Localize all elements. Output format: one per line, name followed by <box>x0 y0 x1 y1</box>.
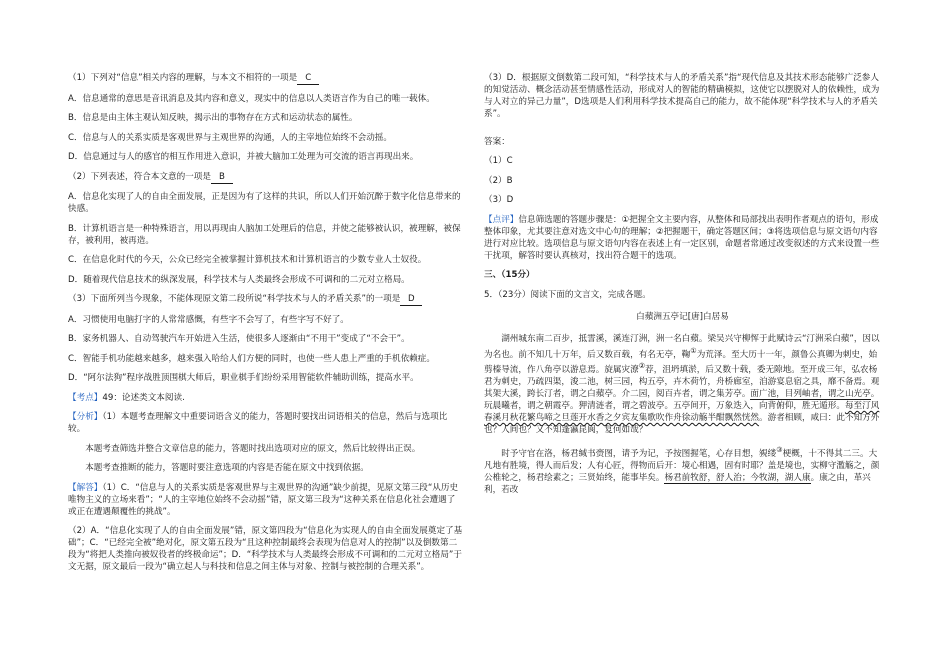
wavy-underlined-passage: 每至汀风春溪月秋花繁鸟啼之旦莲开水香之夕宾友集歌吹作舟徐动觞半酣飘然恍然 <box>484 401 880 424</box>
option-a: A．信息化实现了人的自由全面发展，正是因为有了这样的共识，所以人们开始沉醉于数字化信息带来的快感。 <box>68 192 461 214</box>
jieda-3: （3）D．根据原文倒数第二段可知，“科学技术与人的矛盾关系”指“现代信息及其技术形态能够广泛参人的知觉活动、概念活动甚至情感性活动，形成对人的智能的精确模拟，这使它以摆脱对人的依赖性，成为与人对立的异己力量”，D选项是人们利用科学技术提高自己的能力，故不能体现“科学技术与人的矛盾关系”。 <box>484 73 880 119</box>
jieda-2: （2）A．“信息化实现了人的自由全面发展”错，原文第四段为“信息化为实现人的自由全面发展奠定了基础”；C．“已经完全被”绝对化，原文第五段为“且这种控制最终会表现为信息对人的控制”以及倒数第二段为“将把人类推向被奴役者的终极命运”；D．“科学技术与人类最终会形成不可调和的二元对立格局”于文无据，原文最后一段为“确立起人与科技和信息之间主体与对象、控制与被控制的合理关系”。 <box>68 526 463 572</box>
option-a: A．习惯使用电脑打字的人常常感慨，有些字不会写了，有些字写不好了。 <box>68 314 349 325</box>
option-d: D．随着现代信息技术的纵深发展，科学技术与人类最终会形成不可调和的二元对立格局。 <box>68 274 410 285</box>
jieda-label: 【解答】 <box>68 482 103 493</box>
essay-paragraph-1: 湖州城东南二百步，抵霅溪，溪连汀洲，洲一名白蘋。梁吴兴守柳恽于此赋诗云“汀洲采白蘋”，因以为名也。前不知几十万年，后又数百载，有名无亭，鞠①为荒泽。至大历十一年，颜鲁公真卿为刺史，始剪榛导流，作八角亭以游息焉。旋属灾潦②荐，沮坍填淤，后又数十载，委无隙地。至开成三年，弘农杨君为刺史，乃疏四渠，浚二池，树三园，构五亭，卉木荷竹，舟桥廊室，洎游宴息宿之具，靡不备焉。观其架大溪，跨长汀者，谓之白蘋亭。介二园，阅百卉者，谓之集芳亭。面广池，目列岫者，谓之山光亭。玩晨曦者，谓之朝霞亭。狎清涟者，谓之碧波亭。五亭间开，万象迭入，向背俯仰，胜无遁形。每至汀风春溪月秋花繁鸟啼之旦莲开水香之夕宾友集歌吹作舟徐动觞半酣飘然恍然。游者相顾，咸曰：此不知方外也？人间也？又不知蓬瀛昆阆，复何如哉？ <box>484 333 880 436</box>
option-d: D．信息通过与人的感官的相互作用进入意识，并被大脑加工处理为可交流的语言再现出来。 <box>68 152 419 162</box>
underlined-phrase: 杨君前牧舒，舒人治；今牧湖，湖人康 <box>664 472 811 483</box>
section-heading: 三、（15分） <box>484 270 535 280</box>
dianping: 【点评】信息筛选题的答题步骤是：①把握全文主要内容，从整体和局部找出表明作者观点的语句，形成整体印象，尤其要注意对选文中心句的理解；②把握题干，确定答题区间；③将选项信息与原文语句内容进行对应比较。选项信息与原文语句内容在表述上有一定区别，命题者常通过改变叙述的方式来设置一些干扰项，解答时要认真核对，找出符合题干的选项。 <box>484 214 880 261</box>
answer-blank-1: C <box>297 72 319 85</box>
right-column <box>484 72 881 503</box>
option-b: B．计算机语言是一种特殊语言，用以再现由人脑加工处理后的信息，并使之能够被认识，被理解，被保存，被利用，被再造。 <box>68 223 461 246</box>
answer-blank-2: B <box>211 171 233 184</box>
fenxi: 【分析】（1）本题考查理解文中重要词语含义的能力，答题时要找出词语相关的信息，然后与选项比较。 <box>68 412 448 434</box>
answer-1: （1）C <box>484 156 513 166</box>
question-5: 5．（23分）阅读下面的文言文，完成各题。 <box>484 289 651 300</box>
question-2: （2）下列表述，符合本文意的一项是 B <box>68 171 463 184</box>
jieda: 【解答】（1）C．“信息与人的关系实质是客观世界与主观世界的沟通”缺少前提，见原文第三段“从历史唯物主义的立场来看”；“人的主宰地位始终不会动摇”错，原文第三段为“这种关系在信息化社会遭遇了或正在遭遇颠覆性的挑战”。 <box>68 482 459 517</box>
left-column <box>68 72 463 581</box>
answer-blank-3: D <box>400 293 422 306</box>
question-1: （1）下列对“信息”相关内容的理解，与本文不相符的一项是 C <box>68 72 463 85</box>
kaodian: 【考点】49：论述类文本阅读. <box>68 392 185 403</box>
essay-paragraph-2: 时予守官在洛，杨君缄书赍图，请予为记，予按图握笔，心存目想，覙缕③梗概，十不得其二三。大凡地有胜境，得人而后发；人有心匠，得物而后开：境心相遇，固有时耶？盖是境也，实柳守濫觞之，颜公椎轮之，杨君绘素之；三贤始终，能事毕矣。杨君前牧舒，舒人治；今牧湖，湖人康。康之由，革兴利，若改 <box>484 444 880 495</box>
underlined-phrase: 面广池，目列岫者，谓之山光亭 <box>750 389 871 400</box>
option-c: C．信息与人的关系实质是客观世界与主观世界的沟通，人的主宰地位始终不会动摇。 <box>68 132 392 143</box>
question-3: （3）下面所列当今现象，不能体现原文第二段所说“科学技术与人的矛盾关系”的一项是 D <box>68 293 463 306</box>
essay-title: 白蘋洲五亭记[唐]白居易 <box>636 311 729 322</box>
option-c: C．智能手机功能越来越多，越来强入哈给人们方便的同时，也使一些人患上严重的手机依赖症。 <box>68 353 435 364</box>
option-b: B．家务机器人、自动驾驶汽车开始进入生活，使很多人逐渐由“不用干”变成了“不会干”。 <box>68 334 410 344</box>
option-d: D．“阿尔法狗”程序战胜顶围棋大师后，职业棋手们纷纷采用智能软件辅助训练，提高水平。 <box>68 373 419 383</box>
option-b: B．信息是由主体主观认知反映，揭示出的事物存在方式和运动状态的属性。 <box>68 113 358 123</box>
fenxi-2: 本题考查筛选并整合文章信息的能力，答题时找出选项对应的原文，然后比较得出正误。 <box>85 443 421 454</box>
fenxi-label: 【分析】 <box>68 412 103 422</box>
option-a: A．信息通常的意思是音讯消息及其内容和意义，现实中的信息以人类语言作为自己的唯一载体。 <box>68 93 435 104</box>
option-c: C．在信息化时代的今天，公众已经完全被掌握计算机技术和计算机语言的少数专业人士奴役。 <box>68 255 427 265</box>
answer-3: （3）D <box>484 195 514 205</box>
answer-2: （2）B <box>484 175 513 186</box>
kaodian-label: 【考点】 <box>68 392 103 403</box>
dianping-label: 【点评】 <box>484 214 519 225</box>
fenxi-3: 本题考查推断的能力，答题时要注意选项的内容是否能在原文中找到依据。 <box>85 463 369 473</box>
answer-head: 答案： <box>484 136 510 147</box>
